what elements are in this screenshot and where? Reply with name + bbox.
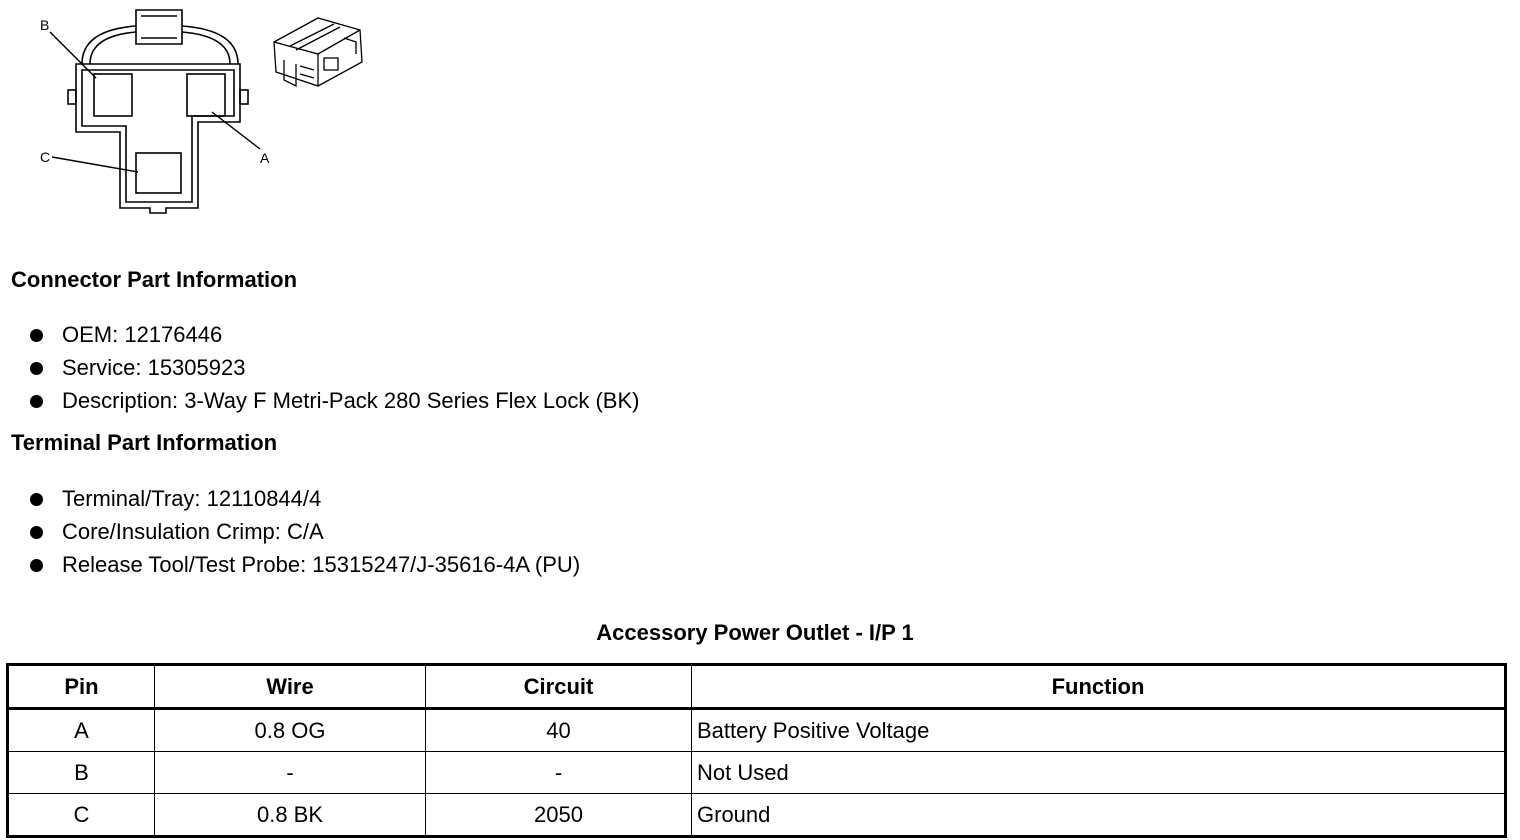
connector-part-info-list	[30, 321, 639, 420]
bullet-icon	[30, 526, 43, 539]
table-header-row	[8, 665, 1506, 709]
list-item	[30, 551, 580, 584]
cavity-a	[187, 74, 225, 116]
cell-wire: -	[155, 752, 426, 794]
cell-circuit: -	[426, 752, 692, 794]
callout-c: C	[40, 149, 51, 165]
terminal-tray: Terminal/Tray: 12110844/4	[62, 486, 322, 511]
header-pin: Pin	[8, 665, 155, 709]
connector-latch	[136, 10, 182, 44]
bullet-icon	[30, 559, 43, 572]
list-item	[30, 518, 580, 551]
cell-pin: A	[8, 709, 155, 752]
cell-wire: 0.8 BK	[155, 794, 426, 837]
header-wire: Wire	[155, 665, 426, 709]
table-row	[8, 794, 1506, 837]
callout-a: A	[260, 150, 270, 166]
table-row	[8, 752, 1506, 794]
connector-diagram	[0, 0, 380, 220]
bullet-icon	[30, 493, 43, 506]
bullet-icon	[30, 395, 43, 408]
cell-pin: B	[8, 752, 155, 794]
connector-description: Description: 3-Way F Metri-Pack 280 Series Flex Lock (BK)	[62, 388, 640, 413]
pin-table	[6, 663, 1507, 838]
callout-b: B	[40, 17, 50, 33]
header-function: Function	[692, 665, 1506, 709]
connector-body	[76, 64, 240, 213]
cell-circuit: 2050	[426, 794, 692, 837]
bullet-icon	[30, 362, 43, 375]
cell-pin: C	[8, 794, 155, 837]
release-tool: Release Tool/Test Probe: 15315247/J-35616-4A (PU)	[62, 552, 581, 577]
connector-part-info-heading: Connector Part Information	[11, 267, 298, 292]
cell-wire: 0.8 OG	[155, 709, 426, 752]
table-row	[8, 709, 1506, 752]
terminal-part-info-heading: Terminal Part Information	[11, 430, 278, 455]
list-item	[30, 321, 639, 354]
terminal-part-info-list	[30, 485, 580, 584]
list-item	[30, 485, 580, 518]
service-part-number: Service: 15305923	[62, 355, 246, 380]
cell-function: Ground	[692, 794, 1506, 837]
list-item	[30, 354, 639, 387]
oem-part-number: OEM: 12176446	[62, 322, 223, 347]
cavity-c	[136, 153, 181, 193]
connector-3d-view	[274, 18, 362, 86]
bullet-icon	[30, 329, 43, 342]
pin-table-title: Accessory Power Outlet - I/P 1	[596, 620, 914, 645]
header-circuit: Circuit	[426, 665, 692, 709]
cell-circuit: 40	[426, 709, 692, 752]
list-item	[30, 387, 639, 420]
cavity-b	[94, 74, 132, 116]
crimp-info: Core/Insulation Crimp: C/A	[62, 519, 324, 544]
cell-function: Not Used	[692, 752, 1506, 794]
cell-function: Battery Positive Voltage	[692, 709, 1506, 752]
